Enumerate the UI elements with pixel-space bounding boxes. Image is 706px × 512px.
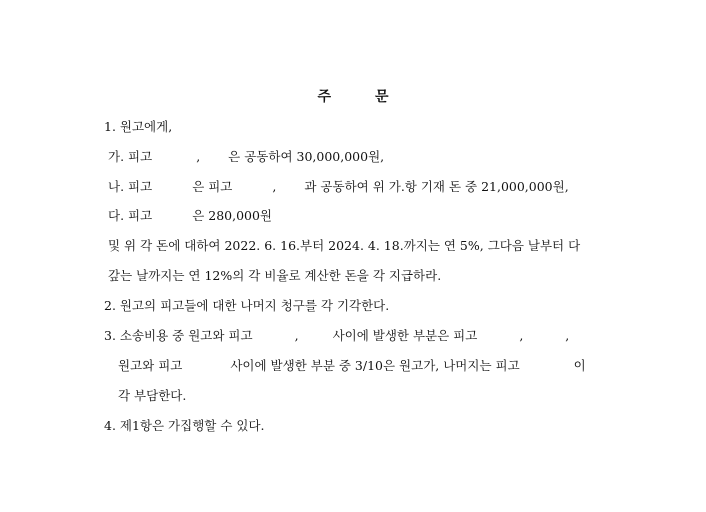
order-item-1-text: 1. 원고에게,: [104, 119, 173, 134]
order-item-2: [104, 298, 389, 314]
sub-item-da: [108, 208, 272, 224]
order-item-3-text-1: 3. 소송비용 중 원고와 피고: [104, 328, 253, 343]
order-item-3-line-2: [118, 358, 586, 374]
order-item-3-comma-2: ,: [519, 328, 524, 343]
sub-item-na-label: 나. 피고: [108, 179, 153, 194]
sub-item-da-label: 다. 피고: [108, 208, 153, 223]
title-right-char: 문: [375, 89, 389, 105]
order-item-2-text: 2. 원고의 피고들에 대한 나머지 청구를 각 기각한다.: [104, 298, 390, 313]
sub-item-na-comma: ,: [272, 179, 277, 194]
order-item-4: [104, 418, 265, 434]
order-item-3-text-3: 원고와 피고: [118, 358, 183, 373]
sub-item-na: [108, 179, 569, 195]
sub-item-ga-label: 가. 피고: [108, 149, 153, 164]
order-item-3-text-2: 사이에 발생한 부분은 피고: [332, 328, 478, 343]
interest-clause-line-2: [108, 268, 441, 284]
order-item-3-text-4: 사이에 발생한 부분 중 3/10은 원고가, 나머지는 피고: [230, 358, 520, 373]
order-item-3-comma-1: ,: [294, 328, 299, 343]
sub-item-ga-comma: ,: [196, 149, 201, 164]
order-item-3-text-6: 각 부담한다.: [118, 388, 187, 403]
order-item-3-comma-3: ,: [565, 328, 570, 343]
order-item-3-line-1: [104, 328, 569, 344]
interest-clause-text-1: 및 위 각 돈에 대하여 2022. 6. 16.부터 2024. 4. 18.까지는 연 5%, 그다음 날부터 다: [108, 238, 581, 253]
interest-clause-text-2: 갚는 날까지는 연 12%의 각 비율로 계산한 돈을 각 지급하라.: [108, 268, 442, 283]
title-left-char: 주: [317, 89, 331, 105]
sub-item-da-text: 은 280,000원: [192, 208, 273, 223]
sub-item-na-text-2: 과 공동하여 위 가.항 기재 돈 중 21,000,000원,: [304, 179, 569, 194]
order-item-4-text: 4. 제1항은 가집행할 수 있다.: [104, 418, 265, 433]
document-title: [0, 86, 706, 106]
sub-item-ga-text: 은 공동하여 30,000,000원,: [228, 149, 385, 164]
order-item-3-line-3: [118, 388, 186, 404]
sub-item-ga: [108, 149, 384, 165]
sub-item-na-text-1: 은 피고: [192, 179, 233, 194]
order-item-3-text-5: 이: [573, 358, 586, 373]
order-item-1: [104, 119, 172, 135]
interest-clause-line-1: [108, 238, 580, 254]
